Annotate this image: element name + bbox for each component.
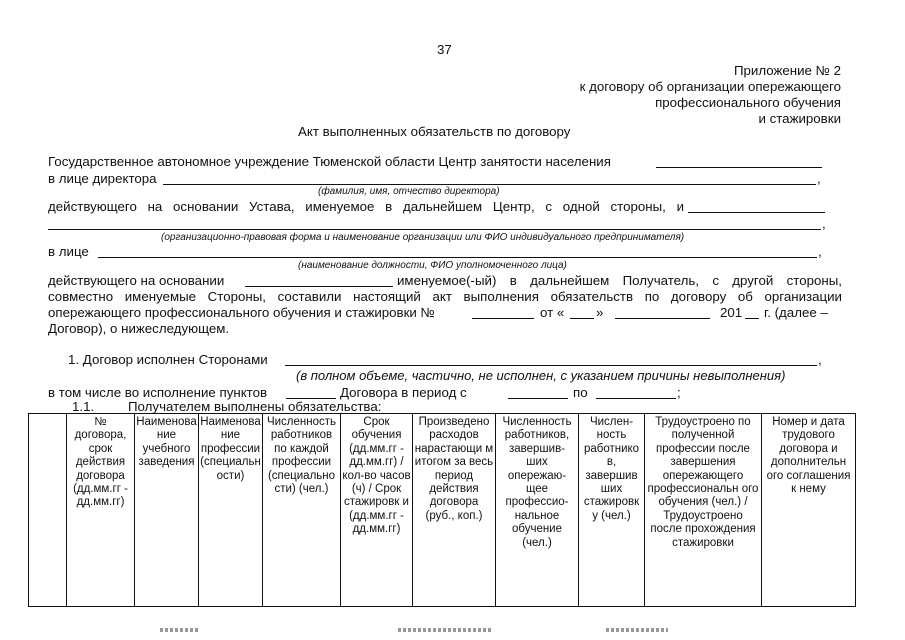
month-line [615,318,710,319]
year-line [745,318,759,319]
comma: , [818,244,822,259]
points-label: в том числе во исполнение пунктов [48,385,268,400]
comma: , [818,352,822,367]
date-from-label: от « [540,305,565,320]
recipient-text: именуемое(-ый) в дальнейшем Получатель, с другой стороны, [397,273,842,288]
appendix-block [580,63,841,127]
basis-text: действующего на основании Устава, именуемое в дальнейшем Центр, с одной стороны, и [48,199,684,214]
table-header-row [29,414,856,607]
page-number: 37 [437,42,452,57]
director-label: в лице директора [48,171,157,186]
counterparty-line-2 [48,229,821,230]
position-hint: (наименование должности, ФИО уполномоченного лица) [298,260,567,271]
sub-item-text: Получателем выполнены обязательства: [128,399,382,414]
scan-artifact [398,628,493,632]
period-to-line [596,398,676,399]
director-hint: (фамилия, имя, отчество директора) [318,186,500,197]
year-suffix: г. (далее – [764,305,828,320]
header-institution: Наименова ние учебного заведения [135,414,199,607]
header-labor-contract: Номер и дата трудового договора и дополнительн ого соглашения к нему [762,414,856,607]
parties-text: совместно именуемые Стороны, составили настоящий акт выполнения обязательств по договору об организации [48,289,842,304]
header-completed-internship: Числен- ность работнико в, завершив ших стажировк у (чел.) [579,414,645,607]
day-line [570,318,594,319]
act-title: Акт выполненных обязательств по договору [298,124,571,139]
header-employed: Трудоустроено по полученной профессии после завершения опережающего профессиональн ого обучения (чел.) / Трудоустроено после прохождения стажировки [645,414,762,607]
semicolon: ; [677,385,681,400]
item-1-text: 1. Договор исполнен Сторонами [68,352,268,367]
counterparty-line-1 [688,212,825,213]
period-to-label: по [573,385,588,400]
director-name-line [163,184,816,185]
obligations-table [28,413,856,607]
header-workers-count: Численность работников по каждой профессии (специально сти) (чел.) [263,414,341,607]
quote-close: » [596,305,604,320]
appendix-line-1: Приложение № 2 [733,63,841,78]
header-contract: № договора, срок действия договора (дд.мм.гг - дд.мм.гг) [67,414,135,607]
contract-end-text: Договор), о нижеследующем. [48,321,230,336]
header-profession: Наименова ние профессии (специальн ости) [199,414,263,607]
item-1-line [285,365,817,366]
appendix-line-2: к договору об организации опережающего [579,79,841,94]
header-training-period: Срок обучения (дд.мм.гг - дд.мм.гг) / кол-во часов (ч) / Срок стажировк и (дд.мм.гг - дд.мм.гг) [341,414,413,607]
representative-label: в лице [48,244,89,259]
period-from-line [508,398,568,399]
blank-line [656,167,822,168]
org-name-text: Государственное автономное учреждение Тюменской области Центр занятости населения [48,154,611,169]
table-empty-cell [29,414,67,607]
year-prefix: 201 [720,305,743,320]
header-completed-training: Численность работников, завершив- ших опережаю- щее профессио- нальное обучение (чел.) [496,414,579,607]
sub-item-number: 1.1. [72,399,95,414]
representative-line [98,257,817,258]
program-text: опережающего профессионального обучения и стажировки № [48,305,435,320]
org-form-hint: (организационно-правовая форма и наименование организации или ФИО индивидуального предпринимателя) [161,232,685,243]
appendix-line-4: и стажировки [758,111,841,126]
appendix-line-3: профессионального обучения [655,95,841,110]
period-label: Договора в период с [340,385,467,400]
basis-label: действующего на основании [48,273,225,288]
item-1-hint: (в полном объеме, частично, не исполнен, с указанием причины невыполнения) [296,368,786,383]
basis-line [245,286,393,287]
contract-number-line [472,318,534,319]
comma: , [817,171,821,186]
scan-artifact [606,628,668,632]
header-expenses: Произведено расходов нарастающи м итогом за весь период действия договора (руб., коп.) [413,414,496,607]
comma: , [822,216,826,231]
scan-artifact [160,628,200,632]
